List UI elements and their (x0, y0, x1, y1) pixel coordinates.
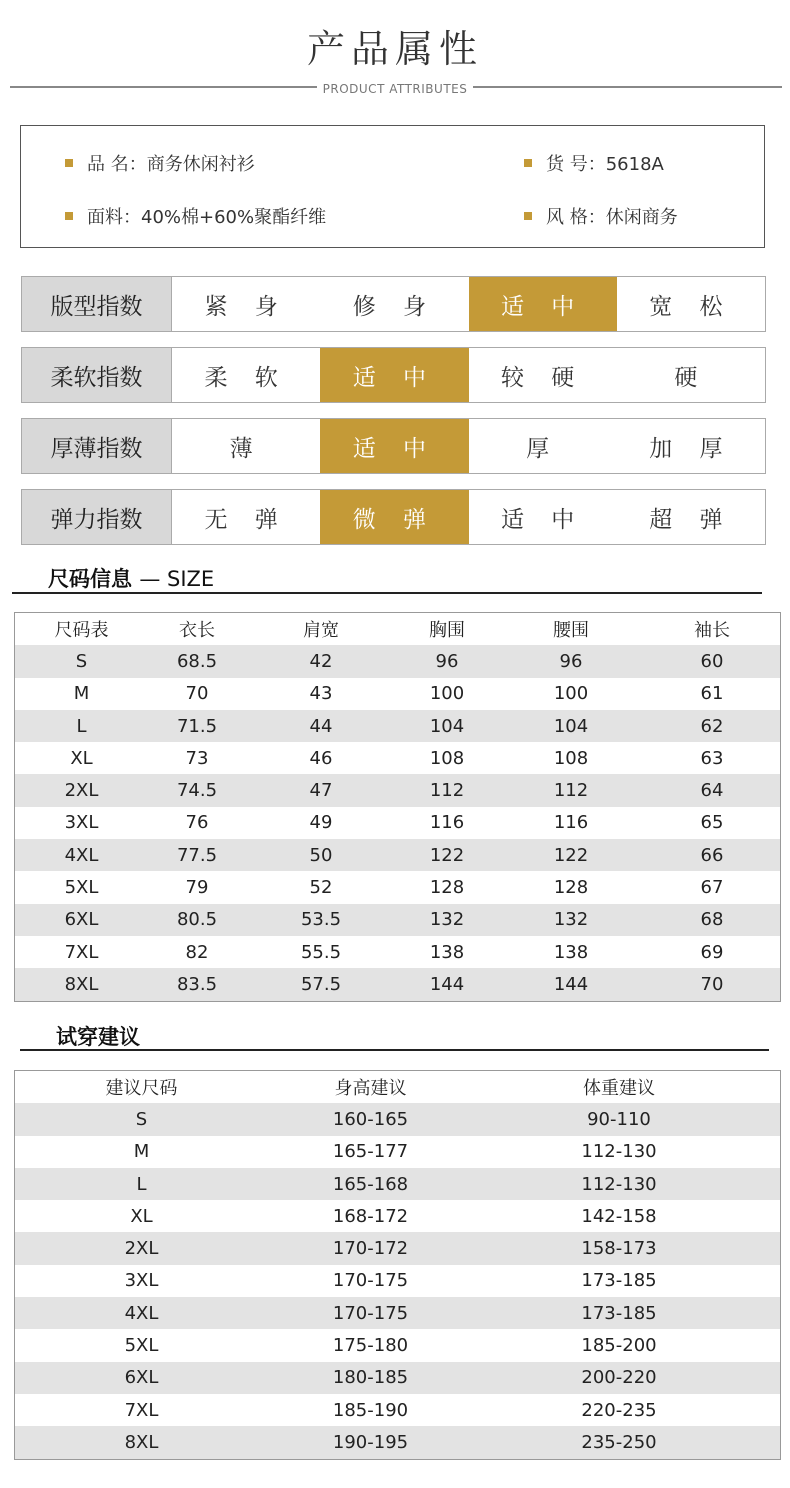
table-cell: 108 (429, 747, 465, 769)
table-cell: 3XL (64, 812, 99, 834)
table-cell: 55.5 (300, 941, 342, 963)
table-cell: 70 (700, 973, 724, 995)
table-cell: 116 (429, 812, 465, 834)
table-cell: 170-175 (332, 1270, 409, 1292)
table-cell: 80.5 (176, 909, 218, 931)
table-cell: 4XL (64, 844, 99, 866)
table-cell: 68 (700, 909, 724, 931)
attr-style-text: 风 格：休闲商务 (546, 207, 678, 228)
table-cell: 200-220 (581, 1367, 657, 1389)
bullet-square-icon (65, 212, 73, 220)
fit-table-row (15, 1426, 780, 1458)
fit-table-row (15, 1394, 780, 1426)
table-cell: 46 (309, 747, 333, 769)
table-cell: 68.5 (176, 650, 218, 672)
table-cell: 74.5 (176, 780, 218, 802)
table-cell: 65 (700, 812, 724, 834)
index-row (21, 489, 766, 545)
table-cell: 100 (429, 683, 465, 705)
table-cell: 144 (429, 973, 465, 995)
table-cell: L (136, 1173, 147, 1195)
table-cell: 173-185 (581, 1270, 657, 1292)
table-cell: 180-185 (332, 1367, 409, 1389)
size-table-row (15, 904, 780, 936)
fit-table-row (15, 1136, 780, 1168)
table-cell: 112-130 (581, 1141, 657, 1163)
table-cell: 6XL (124, 1367, 159, 1389)
table-header-cell: 体重建议 (583, 1078, 655, 1100)
table-cell: 132 (429, 909, 465, 931)
table-cell: 83.5 (176, 973, 218, 995)
bullet-square-icon (65, 159, 73, 167)
index-label: 弹力指数 (22, 490, 172, 544)
size-title-cn: 尺码信息 (48, 567, 132, 591)
table-cell: 6XL (64, 909, 99, 931)
fit-section-divider (20, 1049, 769, 1051)
size-table-row (15, 839, 780, 871)
fit-table-row (15, 1200, 780, 1232)
table-cell: 52 (309, 877, 333, 899)
fit-table-row (15, 1103, 780, 1135)
fit-table-row (15, 1265, 780, 1297)
size-table-row (15, 710, 780, 742)
fit-table-row (15, 1362, 780, 1394)
table-cell: S (135, 1108, 148, 1130)
table-cell: 185-200 (581, 1335, 657, 1357)
fit-table-row (15, 1329, 780, 1361)
table-cell: 49 (309, 812, 333, 834)
table-cell: 42 (309, 650, 333, 672)
fit-table-row (15, 1168, 780, 1200)
bullet-square-icon (524, 159, 532, 167)
attr-name-text: 品 名：商务休闲衬衫 (87, 154, 255, 175)
table-cell: 160-165 (332, 1108, 409, 1130)
table-cell: 108 (553, 747, 589, 769)
index-label: 厚薄指数 (22, 419, 172, 473)
table-cell: S (75, 650, 88, 672)
table-cell: 138 (429, 941, 465, 963)
table-cell: 165-177 (332, 1141, 409, 1163)
index-label: 版型指数 (22, 277, 172, 331)
table-cell: 142-158 (581, 1205, 657, 1227)
table-cell: XL (70, 747, 93, 769)
attr-name (65, 150, 255, 176)
index-option: 超 弹 (649, 506, 733, 533)
table-cell: 175-180 (332, 1335, 409, 1357)
attributes-box (20, 125, 765, 248)
table-cell: 64 (700, 780, 724, 802)
table-header-row (15, 613, 780, 645)
table-header-cell: 腰围 (553, 620, 589, 642)
index-row (21, 418, 766, 474)
table-cell: 112 (429, 780, 465, 802)
index-option: 适 中 (500, 506, 585, 533)
table-cell: 138 (553, 941, 589, 963)
table-cell: 96 (559, 650, 583, 672)
table-cell: 5XL (124, 1335, 159, 1357)
table-header-cell: 尺码表 (54, 620, 109, 642)
table-cell: 104 (553, 715, 589, 737)
table-cell: 7XL (124, 1399, 159, 1421)
table-cell: 43 (309, 683, 333, 705)
table-header-cell: 袖长 (694, 620, 730, 642)
table-cell: 66 (700, 844, 724, 866)
table-cell: 8XL (124, 1431, 159, 1453)
table-cell: 122 (553, 844, 589, 866)
attr-item-no-text: 货 号：5618A (546, 154, 664, 175)
table-cell: 128 (429, 877, 465, 899)
subtitle (0, 78, 790, 97)
index-option: 紧 身 (204, 293, 288, 320)
index-option: 厚 (526, 435, 560, 462)
table-cell: 73 (185, 747, 209, 769)
table-cell: 173-185 (581, 1302, 657, 1324)
fit-table-row (15, 1297, 780, 1329)
table-cell: 77.5 (176, 844, 218, 866)
attr-fabric (65, 203, 326, 229)
index-option: 柔 软 (204, 364, 288, 391)
table-cell: 112 (553, 780, 589, 802)
fit-table (14, 1070, 781, 1460)
table-cell: 220-235 (581, 1399, 657, 1421)
index-label: 柔软指数 (22, 348, 172, 402)
size-title-en: — SIZE (139, 567, 215, 591)
table-cell: 69 (700, 941, 724, 963)
table-cell: 70 (185, 683, 209, 705)
table-cell: 44 (309, 715, 333, 737)
size-table-row (15, 936, 780, 968)
table-cell: 7XL (64, 941, 99, 963)
table-header-cell: 衣长 (179, 620, 215, 642)
table-cell: M (133, 1141, 150, 1163)
table-cell: 8XL (64, 973, 99, 995)
size-section-divider (12, 592, 762, 594)
index-option-selected: 适 中 (469, 277, 617, 331)
table-cell: L (76, 715, 87, 737)
table-header-cell: 身高建议 (334, 1078, 407, 1100)
table-cell: 168-172 (332, 1205, 409, 1227)
table-cell: 235-250 (581, 1431, 657, 1453)
index-option: 无 弹 (204, 506, 288, 533)
table-cell: 128 (553, 877, 589, 899)
table-cell: 79 (185, 877, 209, 899)
table-header-cell: 建议尺码 (105, 1078, 178, 1100)
table-cell: 82 (185, 941, 209, 963)
fit-table-row (15, 1232, 780, 1264)
table-cell: 132 (553, 909, 589, 931)
attr-fabric-text: 面料：40%棉+60%聚酯纤维 (87, 207, 327, 228)
index-option-selected: 适 中 (320, 348, 468, 402)
attr-item-no (524, 150, 664, 176)
size-table-row (15, 645, 780, 677)
table-cell: 90-110 (587, 1108, 651, 1130)
table-cell: 62 (700, 715, 724, 737)
fit-section-title (56, 1021, 140, 1051)
table-cell: 4XL (124, 1302, 159, 1324)
fit-title-cn: 试穿建议 (56, 1025, 140, 1049)
table-cell: 67 (700, 877, 724, 899)
attr-style (524, 203, 678, 229)
table-cell: 53.5 (300, 909, 342, 931)
table-cell: 5XL (64, 877, 99, 899)
table-cell: 158-173 (581, 1238, 657, 1260)
table-cell: 47 (309, 780, 333, 802)
table-cell: 71.5 (176, 715, 218, 737)
table-cell: 170-175 (332, 1302, 409, 1324)
index-row (21, 276, 766, 332)
table-header-cell: 肩宽 (303, 620, 339, 642)
index-option: 硬 (674, 364, 708, 391)
table-header-row (15, 1071, 780, 1103)
table-header-cell: 胸围 (429, 620, 465, 642)
table-cell: 104 (429, 715, 465, 737)
size-section-title (48, 563, 214, 593)
index-option-selected: 微 弹 (320, 490, 468, 544)
page-title: 产品属性 (306, 27, 483, 71)
table-cell: 2XL (124, 1238, 159, 1260)
size-table-row (15, 742, 780, 774)
table-cell: 100 (553, 683, 589, 705)
table-cell: 190-195 (332, 1431, 409, 1453)
index-option: 修 身 (352, 293, 437, 320)
table-cell: 57.5 (300, 973, 342, 995)
table-cell: 122 (429, 844, 465, 866)
table-cell: 185-190 (332, 1399, 409, 1421)
size-table-row (15, 807, 780, 839)
table-cell: 61 (700, 683, 724, 705)
table-cell: 63 (700, 747, 724, 769)
subtitle-text: PRODUCT ATTRIBUTES (317, 82, 474, 96)
index-option: 宽 松 (649, 293, 733, 320)
size-table-row (15, 774, 780, 806)
bullet-square-icon (524, 212, 532, 220)
table-cell: 76 (185, 812, 209, 834)
table-cell: 60 (700, 650, 724, 672)
table-cell: 165-168 (332, 1173, 409, 1195)
table-cell: 112-130 (581, 1173, 657, 1195)
table-cell: M (73, 683, 90, 705)
size-table-row (15, 871, 780, 903)
table-cell: 3XL (124, 1270, 159, 1292)
table-cell: 116 (553, 812, 589, 834)
table-cell: 170-172 (332, 1238, 409, 1260)
index-option: 薄 (229, 435, 263, 462)
size-table-row (15, 968, 780, 1000)
size-table-row (15, 678, 780, 710)
size-table (14, 612, 781, 1002)
table-cell: 2XL (64, 780, 99, 802)
table-cell: 50 (309, 844, 333, 866)
table-cell: XL (130, 1205, 153, 1227)
index-option-selected: 适 中 (320, 419, 468, 473)
table-cell: 144 (553, 973, 589, 995)
index-option: 较 硬 (500, 364, 585, 391)
index-row (21, 347, 766, 403)
table-cell: 96 (435, 650, 459, 672)
index-option: 加 厚 (649, 435, 733, 462)
